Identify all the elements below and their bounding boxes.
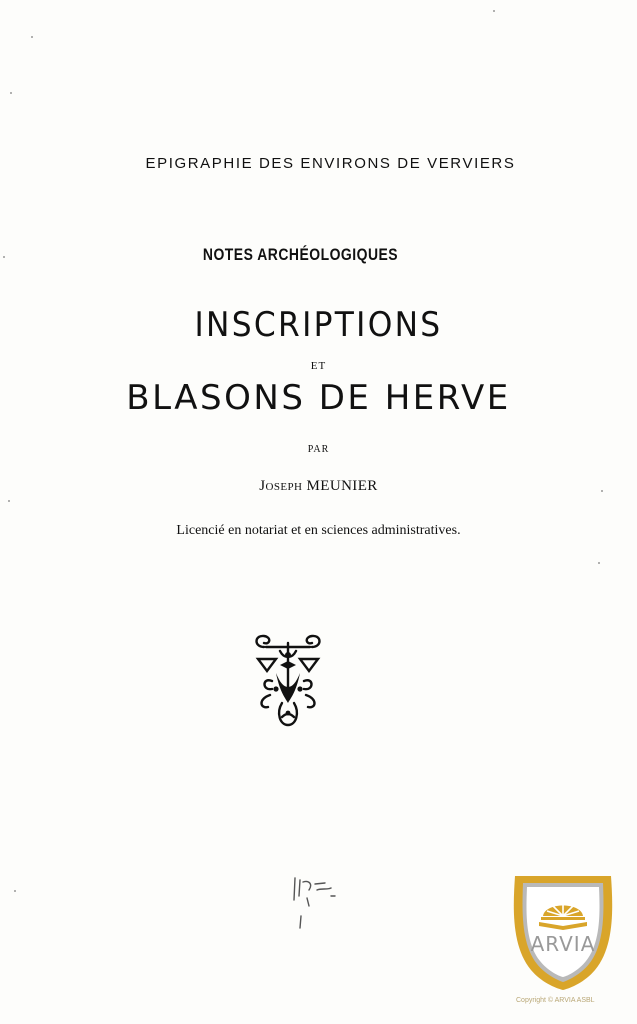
arvia-logo-icon [505,866,621,994]
scan-speck [3,256,5,258]
arvia-logo-text: ARVIA [530,932,596,956]
by-label: PAR [307,444,330,455]
scan-speck [598,562,600,564]
author-credentials: Licencié en notariat et en sciences administratives. [176,523,461,538]
notes-title: NOTES ARCHÉOLOGIQUES [202,245,399,264]
series-title: EPIGRAPHIE DES ENVIRONS DE VERVIERS [145,155,516,172]
main-title-line-2: BLASONS DE HERVE [126,378,511,418]
main-title-line-1: INSCRIPTIONS [194,305,443,345]
fleuron-ornament-icon [252,633,324,729]
copyright-notice: Copyright © ARVIA ASBL [516,997,595,1004]
scan-speck [10,92,12,94]
author-last-name: MEUNIER [306,478,378,494]
scan-speck [31,36,33,38]
library-stamp-mark [291,876,351,936]
author-first-name: Joseph [259,478,303,494]
author-name [0,478,637,495]
scan-speck [8,500,10,502]
scan-speck [493,10,495,12]
scan-speck [14,890,16,892]
title-conjunction: ET [310,360,327,372]
